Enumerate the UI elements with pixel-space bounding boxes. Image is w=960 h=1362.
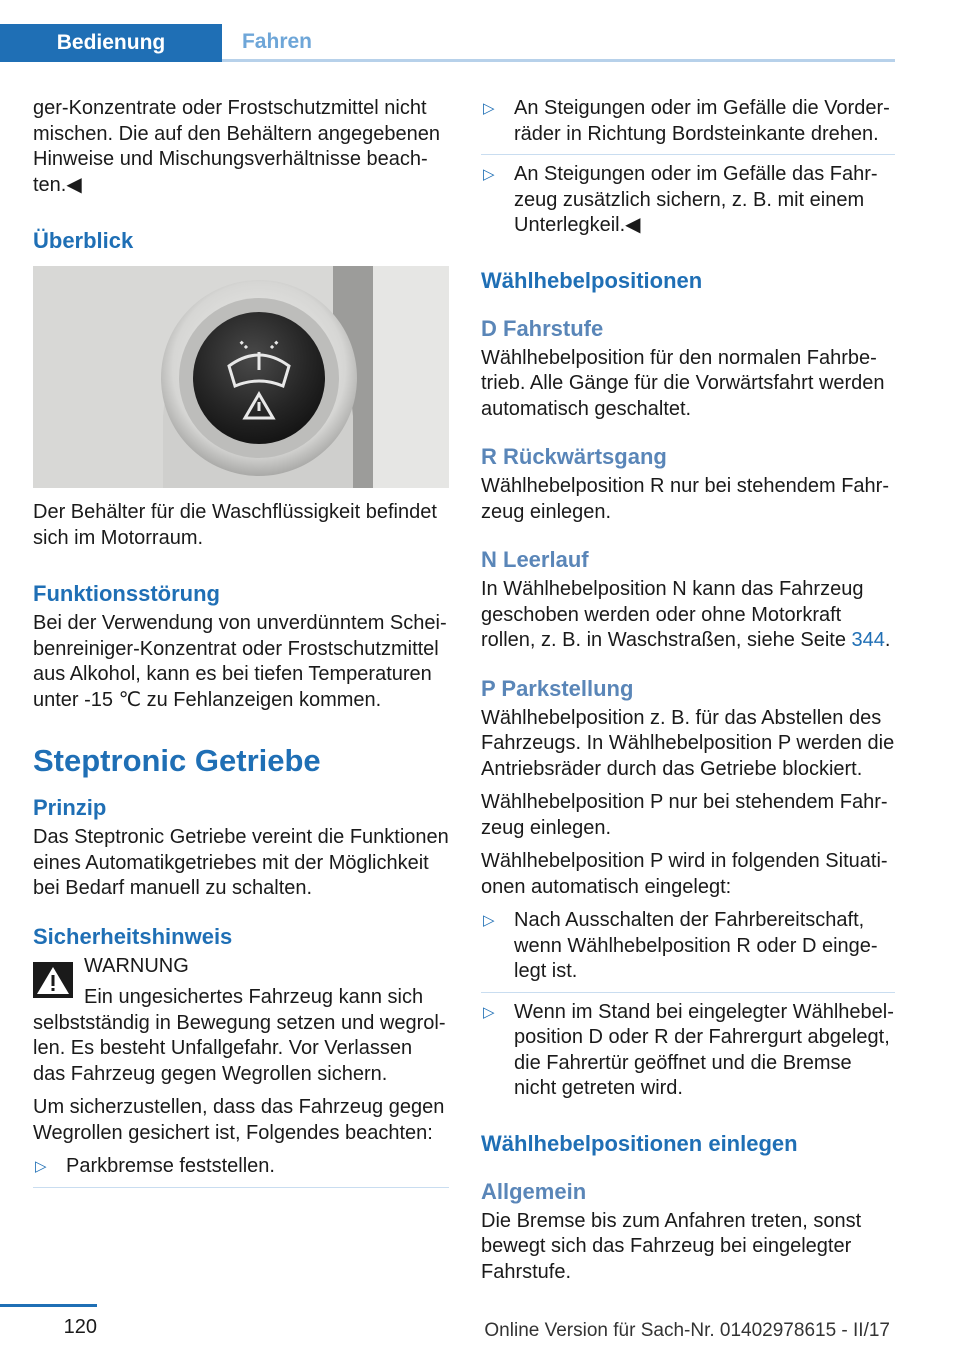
- paragraph-continuation: ger-Konzentrate oder Frostschutzmittel nicht mischen. Die auf den Behältern angegebenen Hinweise und Mischungsverhältnisse beachten.◀: [33, 97, 440, 196]
- list-item: ▷ An Steigungen oder im Gefälle das Fahrzeug zusätzlich sichern, z. B. mit einem Unterlegkeil.◀: [483, 163, 878, 236]
- list-item: ▷ An Steigungen oder im Gefälle die Vorderräder in Richtung Bordsteinkante drehen.: [481, 96, 895, 155]
- washer-cap-illustration: [33, 266, 449, 488]
- triangle-bullet-icon: ▷: [483, 1003, 495, 1021]
- triangle-bullet-icon: ▷: [483, 100, 495, 117]
- page-link-344[interactable]: 344: [851, 629, 885, 651]
- heading-p-parkstellung: P Parkstellung: [481, 675, 634, 701]
- paragraph-sicherstellen: Um sicherzustellen, dass das Fahrzeug gegen Wegrollen gesichert ist, Folgendes beachten:: [33, 1096, 445, 1144]
- paragraph-p2: Wählhebelposition P nur bei stehendem Fahrzeug einlegen.: [481, 791, 888, 839]
- washer-fluid-cap-photo: [33, 266, 449, 488]
- paragraph-p3: Wählhebelposition P wird in folgenden Situationen automatisch eingelegt:: [481, 850, 888, 898]
- heading-d-fahrstufe: D Fahrstufe: [481, 315, 604, 341]
- heading-sicherheitshinweis: Sicherheitshinweis: [33, 923, 233, 949]
- heading-prinzip: Prinzip: [33, 795, 107, 820]
- paragraph-r: Wählhebelposition R nur bei stehendem Fahrzeug einlegen.: [481, 475, 890, 523]
- tab-bedienung[interactable]: Bedienung: [0, 24, 222, 62]
- paragraph-allgemein: Die Bremse bis zum Anfahren treten, sonst bewegt sich das Fahrzeug bei eingelegter Fahrstufe.: [481, 1209, 862, 1283]
- tab-fahren[interactable]: Fahren: [241, 30, 312, 53]
- list-automatic-p: [481, 908, 895, 1109]
- left-column: [33, 96, 449, 1196]
- heading-funktionsstoerung: Funktionsstörung: [33, 581, 220, 606]
- heading-positionen-einlegen: Wählhebelpositionen einlegen: [481, 1130, 798, 1156]
- paragraph-p1: Wählhebelposition z. B. für das Abstellen des Fahrzeugs. In Wählhebelposition P werden die Antriebsräder durch das Getriebe blockiert.: [481, 706, 895, 780]
- online-version-note: Online Version für Sach-Nr. 01402978615 - II/17: [484, 1320, 890, 1341]
- photo-caption: Der Behälter für die Waschflüssigkeit befindet sich im Motorraum.: [33, 501, 437, 549]
- warning-block: [33, 954, 449, 1011]
- list-item: ▷ Wenn im Stand bei eingelegter Wählhebelposition D oder R der Fahrergurt abgelegt, die Fahrertür geöffnet und die Bremse nicht getreten wird.: [483, 1000, 894, 1099]
- header-tabs: [0, 24, 895, 62]
- paragraph-d: Wählhebelposition für den normalen Fahrbetrieb. Alle Gänge für die Vorwärtsfahrt werden automatisch geschaltet.: [481, 346, 885, 420]
- heading-n-leerlauf: N Leerlauf: [481, 547, 589, 572]
- heading-ueberblick: Überblick: [33, 228, 134, 253]
- list-item: ▷ Parkbremse feststellen.: [33, 1154, 449, 1188]
- warning-text: selbstständig in Bewegung setzen und wegrollen. Es besteht Unfallgefahr. Vor Verlassen das Fahrzeug gegen Wegrollen sichern.: [33, 1011, 446, 1085]
- warning-text-first-line: Ein ungesichertes Fahrzeug kann sich: [84, 986, 424, 1008]
- warning-title: WARNUNG: [84, 954, 189, 977]
- list-sicherung-left: [33, 1154, 449, 1188]
- warning-triangle-icon: [33, 962, 73, 998]
- heading-r-rueckwaertsgang: R Rückwärtsgang: [481, 444, 667, 469]
- paragraph-prinzip: Das Steptronic Getriebe vereint die Funktionen eines Automatikgetriebes mit der Möglichkeit bei Bedarf manuell zu schalten.: [33, 826, 449, 899]
- footer-rule: [0, 1304, 97, 1307]
- page-number: 120: [63, 1316, 97, 1338]
- triangle-bullet-icon: ▷: [35, 1158, 47, 1175]
- heading-waehlhebelpositionen: Wählhebelpositionen: [481, 267, 703, 293]
- right-column: [481, 96, 895, 1293]
- list-item: ▷ Nach Ausschalten der Fahrbereitschaft, wenn Wählhebelposition R oder D eingelegt ist.: [481, 908, 895, 993]
- triangle-bullet-icon: ▷: [483, 912, 495, 929]
- paragraph-n: In Wählhebelposition N kann das Fahrzeug geschoben werden oder ohne Motorkraft rollen, z. B. in Waschstraßen, siehe Seite 344.: [481, 578, 891, 651]
- triangle-bullet-icon: ▷: [483, 166, 495, 183]
- chapter-title-steptronic: Steptronic Getriebe: [33, 743, 321, 778]
- paragraph-funktionsstoerung: Bei der Verwendung von unverdünntem Scheibenreiniger-Konzentrat oder Frostschutzmittel aus Alkohol, kann es bei tiefen Temperaturen unter -15 ℃ zu Fehlanzeigen kommen.: [33, 612, 447, 711]
- heading-allgemein: Allgemein: [481, 1178, 587, 1204]
- header-rule: [222, 59, 895, 62]
- list-sicherung-right: [481, 96, 895, 246]
